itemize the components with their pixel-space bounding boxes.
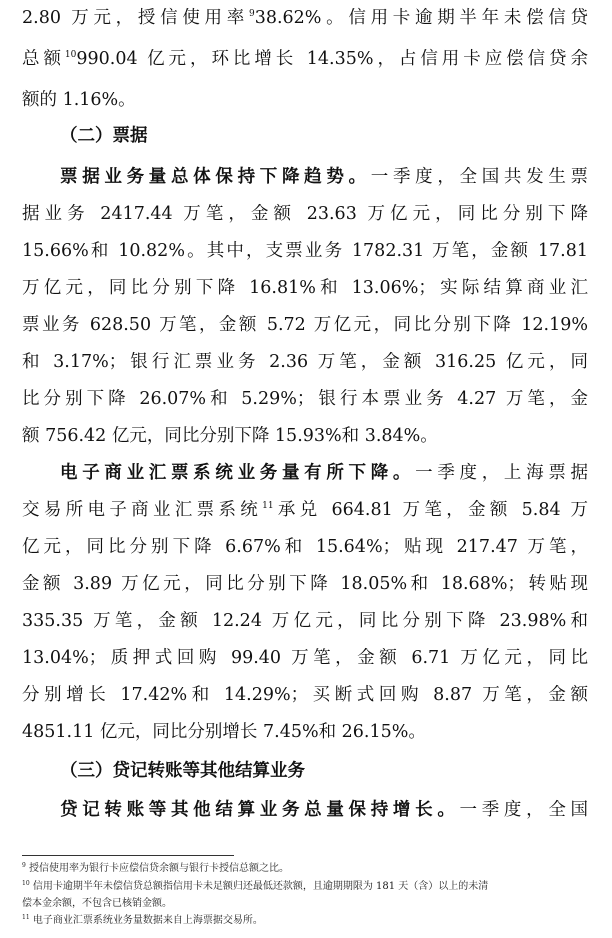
footnote: $^{11}$ 电子商业汇票系统业务量数据来自上海票据交易所。 [22,914,263,926]
body-line: 亿元，同比分别下降 6.67%和 15.64%；贴现 217.47 万笔， [22,537,588,557]
footnote-number: 11 [22,914,30,921]
body-line: 总额$^{10}$990.04 亿元，环比增长 14.35%，占信用卡应偿信贷余 [22,49,588,69]
body-line: 电子商业汇票系统业务量有所下降。一季度，上海票据 [60,463,589,483]
footnote-ref: 9 [248,9,255,19]
paragraph-lead: 电子商业汇票系统业务量有所下降。 [60,463,416,483]
paragraph-lead: 贷记转账等其他结算业务总量保持增长。 [60,800,460,820]
body-line: 13.04%；质押式回购 99.40 万笔，金额 6.71 万亿元，同比 [22,648,588,668]
body-line: 票据业务量总体保持下降趋势。一季度，全国共发生票 [60,167,589,187]
footnote-ref: 11 [262,501,274,511]
body-line: 票业务 628.50 万笔，金额 5.72 万亿元，同比分别下降 12.19% [22,315,588,335]
body-line: 金额 3.89 万亿元，同比分别下降 18.05%和 18.68%；转贴现 [22,574,588,594]
body-line: 和 3.17%；银行汇票业务 2.36 万笔，金额 316.25 亿元，同 [22,352,588,372]
footnote-ref: 10 [64,50,77,60]
body-line: 额 756.42 亿元，同比分别下降 15.93%和 3.84%。 [22,426,438,446]
body-line: 2.80 万元，授信使用率$^9$38.62%。信用卡逾期半年未偿信贷 [22,8,589,28]
paragraph-lead: 票据业务量总体保持下降趋势。 [60,167,371,187]
body-line: 比分别下降 26.07%和 5.29%；银行本票业务 4.27 万笔，金 [22,389,588,409]
body-line: 据业务 2417.44 万笔，金额 23.63 万亿元，同比分别下降 [22,204,588,224]
footnote: $^9$ 授信使用率为银行卡应偿信贷余额与银行卡授信总额之比。 [22,862,290,874]
section-heading: （二）票据 [60,126,148,146]
footnote-separator [22,855,234,856]
footnote: 偿本金余额，不包含已核销金额。 [22,898,172,909]
body-line: 335.35 万笔，金额 12.24 万亿元，同比分别下降 23.98%和 [22,611,588,631]
section-heading: （三）贷记转账等其他结算业务 [60,761,305,781]
body-line: 15.66%和 10.82%。其中，支票业务 1782.31 万笔，金额 17.81 [22,241,588,261]
body-line: 分别增长 17.42%和 14.29%；买断式回购 8.87 万笔，金额 [22,685,588,705]
footnote-number: 9 [22,862,26,869]
body-line: 4851.11 亿元，同比分别增长 7.45%和 26.15%。 [22,722,426,742]
footnote-number: 10 [22,880,30,887]
body-line: 交易所电子商业汇票系统$^{11}$承兑 664.81 万笔，金额 5.84 万 [22,500,589,520]
body-line: 贷记转账等其他结算业务总量保持增长。一季度，全国 [60,800,589,820]
body-line: 万亿元，同比分别下降 16.81%和 13.06%；实际结算商业汇 [22,278,588,298]
footnote: $^{10}$ 信用卡逾期半年未偿信贷总额指信用卡未足额归还最低还款额，且逾期期限为 181 天（含）以上的未清 [22,880,489,892]
body-line: 额的 1.16%。 [22,90,136,110]
